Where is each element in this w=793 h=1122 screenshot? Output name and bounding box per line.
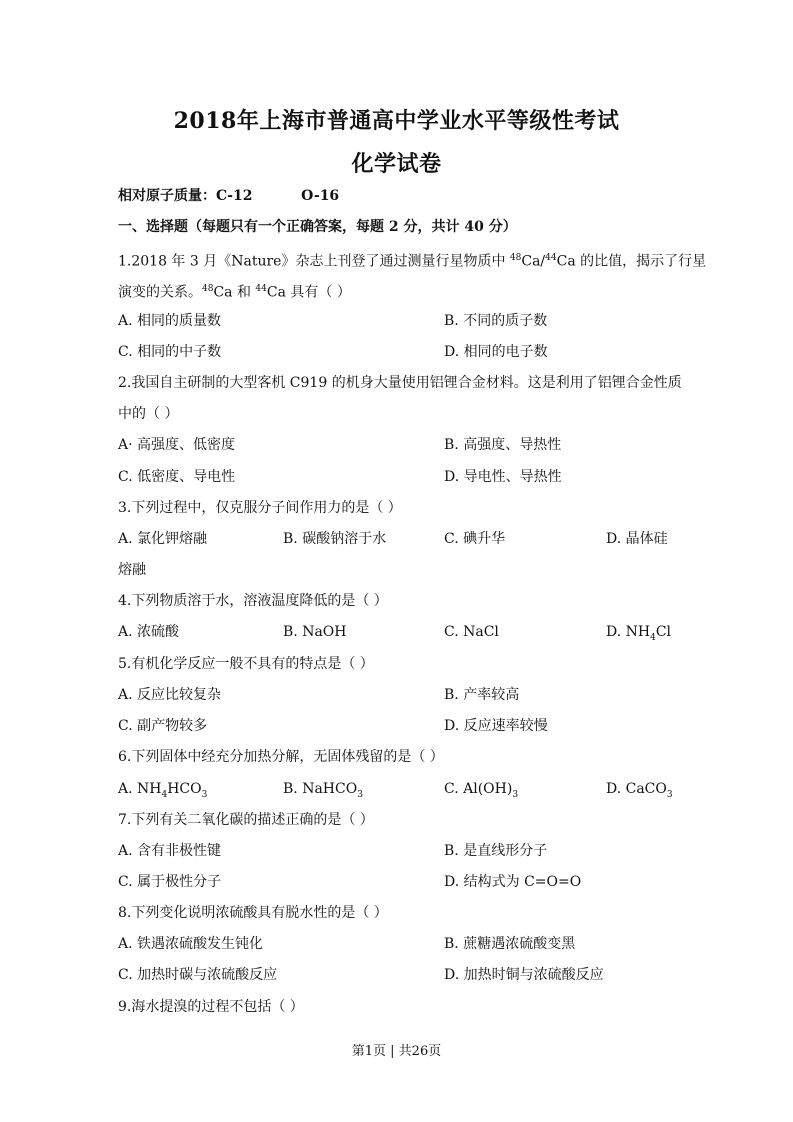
q4-stem: 4.下列物质溶于水，溶液温度降低的是（ ）	[118, 593, 388, 609]
q8-option-b: B. 蔗糖遇浓硫酸变黑	[444, 936, 576, 952]
q7-option-b: B. 是直线形分子	[444, 843, 548, 859]
q6-option-d: D. CaCO$_3$	[606, 781, 673, 800]
q8-option-d: D. 加热时铜与浓硫酸反应	[444, 967, 604, 983]
q7-stem: 7.下列有关二氧化碳的描述正确的是（ ）	[118, 812, 374, 828]
q2-stem-line1: 2.我国自主研制的大型客机 C919 的机身大量使用铝锂合金材料。这是利用了铝锂合金性质	[118, 375, 682, 391]
section-heading: 一、选择题（每题只有一个正确答案，每题 2 分，共计 40 分）	[118, 219, 517, 235]
q7-option-d: D. 结构式为 C=O=O	[444, 874, 582, 890]
q8-option-c: C. 加热时碳与浓硫酸反应	[118, 967, 278, 983]
q6-option-c: C. $Al(OH)_3$	[444, 781, 519, 800]
q1-stem-line2: 演变的关系。$^{48}$Ca 和 $^{44}$Ca 具有（ ）	[118, 284, 351, 301]
exam-title: 2018年上海市普通高中学业水平等级性考试	[173, 108, 620, 134]
q2-option-d: D. 导电性、导热性	[444, 469, 562, 485]
q8-option-a: A. 铁遇浓硫酸发生钝化	[118, 936, 264, 952]
q1-stem-line1: 1.2018 年 3 月《Nature》杂志上刊登了通过测量行星物质中 $^{48}$Ca/$^{44}$Ca 的比值，揭示了行星	[118, 253, 707, 270]
q7-option-c: C. 属于极性分子	[118, 874, 222, 890]
q9-stem: 9.海水提溴的过程不包括（ ）	[118, 999, 304, 1015]
q2-option-a: A· 高强度、低密度	[118, 437, 236, 453]
q1-option-c: C. 相同的中子数	[118, 344, 222, 360]
q4-option-b: B. NaOH	[283, 624, 347, 640]
q7-option-a: A. 含有非极性键	[118, 843, 222, 859]
q2-stem-line2: 中的（ ）	[118, 406, 179, 422]
q2-option-c: C. 低密度、导电性	[118, 469, 236, 485]
q3-option-a: A. 氯化钾熔融	[118, 531, 208, 547]
q5-stem: 5.有机化学反应一般不具有的特点是（ ）	[118, 656, 374, 672]
q5-option-c: C. 副产物较多	[118, 718, 208, 734]
q8-stem: 8.下列变化说明浓硫酸具有脱水性的是（ ）	[118, 905, 388, 921]
q3-option-d: D. 晶体硅	[606, 531, 668, 547]
q4-option-a: A. 浓硫酸	[118, 624, 180, 640]
q4-option-c: C. NaCl	[444, 624, 499, 640]
q1-option-b: B. 不同的质子数	[444, 313, 548, 329]
q4-option-d: D. $NH_4Cl$	[606, 624, 672, 643]
page-footer: 第1页 | 共26页	[351, 1044, 442, 1059]
q2-option-b: B. 高强度、导热性	[444, 437, 562, 453]
q3-option-d-continued: 熔融	[118, 562, 146, 578]
atomic-mass-line: 相对原子质量：C-12 O-16	[118, 188, 340, 204]
q5-option-b: B. 产率较高	[444, 687, 520, 703]
q6-option-a: A. $NH_4HCO_3$	[118, 781, 208, 800]
q3-stem: 3.下列过程中，仅克服分子间作用力的是（ ）	[118, 500, 402, 516]
q3-option-c: C. 碘升华	[444, 531, 506, 547]
q3-option-b: B. 碳酸钠溶于水	[283, 531, 387, 547]
q1-option-d: D. 相同的电子数	[444, 344, 548, 360]
q6-option-b: B. NaHCO$_3$	[283, 781, 363, 800]
q5-option-d: D. 反应速率较慢	[444, 718, 548, 734]
q5-option-a: A. 反应比较复杂	[118, 687, 222, 703]
q6-stem: 6.下列固体中经充分加热分解，无固体残留的是（ ）	[118, 749, 444, 765]
exam-subtitle: 化学试卷	[351, 151, 442, 177]
q1-option-a: A. 相同的质量数	[118, 313, 222, 329]
